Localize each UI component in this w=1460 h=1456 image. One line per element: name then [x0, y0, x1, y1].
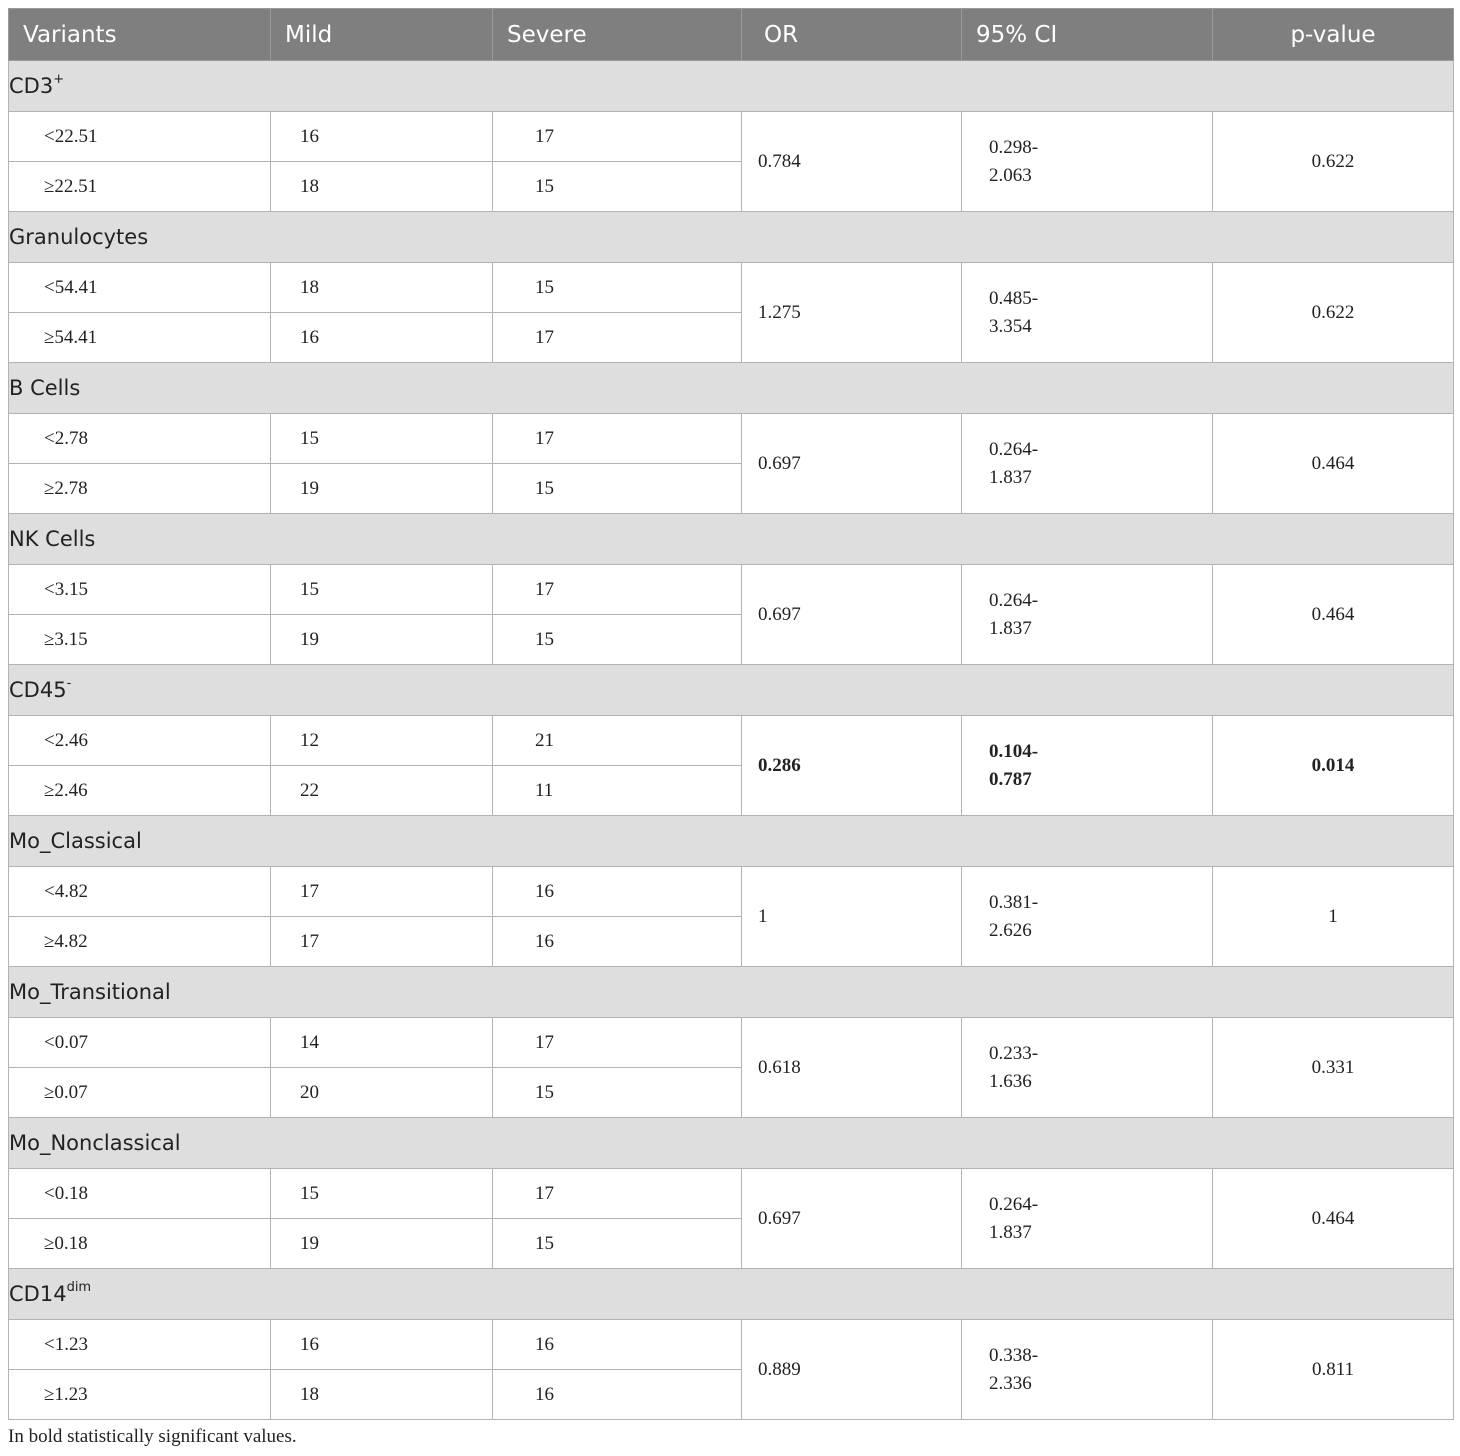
severe-count-cell: 17 — [493, 414, 742, 464]
p-value-cell: 0.622 — [1213, 112, 1454, 212]
group-name: NK Cells — [9, 527, 96, 551]
threshold-cell: ≥2.46 — [9, 766, 271, 816]
odds-ratio-cell: 0.697 — [742, 414, 962, 514]
table-row — [9, 1018, 1454, 1068]
ci-lower: 0.264- — [989, 1193, 1039, 1215]
col-header-or: OR — [742, 9, 962, 61]
table-row — [9, 716, 1454, 766]
severe-count-cell: 17 — [493, 565, 742, 615]
threshold-cell: <4.82 — [9, 867, 271, 917]
group-name: Granulocytes — [9, 225, 149, 249]
group-row — [9, 665, 1454, 716]
ci-upper: 3.354 — [989, 315, 1032, 337]
severe-count-cell: 15 — [493, 1068, 742, 1118]
mild-count-cell: 19 — [271, 464, 493, 514]
table-body — [9, 61, 1454, 1420]
threshold-cell: <2.46 — [9, 716, 271, 766]
odds-ratio-cell: 0.697 — [742, 1169, 962, 1269]
threshold-cell: <22.51 — [9, 112, 271, 162]
mild-count-cell: 16 — [271, 313, 493, 363]
mild-count-cell: 15 — [271, 565, 493, 615]
mild-count-cell: 18 — [271, 1370, 493, 1420]
mild-count-cell: 20 — [271, 1068, 493, 1118]
group-header-cell — [9, 514, 1454, 565]
group-row — [9, 363, 1454, 414]
table-row — [9, 414, 1454, 464]
confidence-interval-cell — [962, 414, 1213, 514]
confidence-interval-cell — [962, 1320, 1213, 1420]
threshold-cell: ≥22.51 — [9, 162, 271, 212]
group-header-cell — [9, 212, 1454, 263]
threshold-cell: ≥0.07 — [9, 1068, 271, 1118]
group-header-cell — [9, 1269, 1454, 1320]
severe-count-cell: 16 — [493, 917, 742, 967]
severe-count-cell: 17 — [493, 1169, 742, 1219]
group-name: Mo_Nonclassical — [9, 1131, 181, 1155]
group-row — [9, 514, 1454, 565]
table-row — [9, 112, 1454, 162]
col-header-mild: Mild — [271, 9, 493, 61]
group-name-superscript: dim — [66, 1280, 92, 1295]
severe-count-cell: 21 — [493, 716, 742, 766]
ci-upper: 1.837 — [989, 466, 1032, 488]
header-row — [9, 9, 1454, 61]
group-name-superscript: + — [53, 72, 65, 87]
mild-count-cell: 17 — [271, 867, 493, 917]
table-row — [9, 1169, 1454, 1219]
odds-ratio-cell: 1.275 — [742, 263, 962, 363]
confidence-interval-cell — [962, 1169, 1213, 1269]
mild-count-cell: 19 — [271, 1219, 493, 1269]
odds-ratio-cell: 0.286 — [742, 716, 962, 816]
mild-count-cell: 16 — [271, 112, 493, 162]
ci-upper: 2.626 — [989, 919, 1032, 941]
table-row — [9, 867, 1454, 917]
mild-count-cell: 19 — [271, 615, 493, 665]
table-footnote: In bold statistically significant values. — [8, 1426, 297, 1447]
group-name: CD3 — [9, 74, 54, 98]
threshold-cell: ≥3.15 — [9, 615, 271, 665]
col-header-ci: 95% CI — [962, 9, 1213, 61]
odds-ratio-cell: 0.697 — [742, 565, 962, 665]
p-value-cell: 0.464 — [1213, 1169, 1454, 1269]
ci-upper: 1.837 — [989, 617, 1032, 639]
group-header-cell — [9, 665, 1454, 716]
confidence-interval-cell — [962, 565, 1213, 665]
table-row — [9, 565, 1454, 615]
confidence-interval-cell — [962, 716, 1213, 816]
mild-count-cell: 12 — [271, 716, 493, 766]
group-header-cell — [9, 61, 1454, 112]
threshold-cell: <0.07 — [9, 1018, 271, 1068]
severe-count-cell: 15 — [493, 263, 742, 313]
severe-count-cell: 16 — [493, 1370, 742, 1420]
threshold-cell: <54.41 — [9, 263, 271, 313]
severe-count-cell: 16 — [493, 867, 742, 917]
threshold-cell: ≥4.82 — [9, 917, 271, 967]
group-name: Mo_Classical — [9, 829, 142, 853]
p-value-cell: 0.464 — [1213, 565, 1454, 665]
ci-lower: 0.338- — [989, 1344, 1039, 1366]
mild-count-cell: 22 — [271, 766, 493, 816]
group-row — [9, 967, 1454, 1018]
severe-count-cell: 15 — [493, 162, 742, 212]
group-name-superscript: - — [66, 676, 72, 691]
ci-lower: 0.485- — [989, 287, 1039, 309]
group-header-cell — [9, 1118, 1454, 1169]
group-header-cell — [9, 363, 1454, 414]
ci-upper: 0.787 — [989, 768, 1032, 790]
severe-count-cell: 15 — [493, 615, 742, 665]
group-name: Mo_Transitional — [9, 980, 171, 1004]
odds-ratio-cell: 1 — [742, 867, 962, 967]
group-name: CD14 — [9, 1282, 67, 1306]
odds-ratio-cell: 0.889 — [742, 1320, 962, 1420]
confidence-interval-cell — [962, 112, 1213, 212]
results-table — [8, 8, 1454, 1420]
col-header-severe: Severe — [493, 9, 742, 61]
group-row — [9, 1118, 1454, 1169]
col-header-pvalue: p-value — [1213, 9, 1454, 61]
group-name: B Cells — [9, 376, 81, 400]
p-value-cell: 1 — [1213, 867, 1454, 967]
mild-count-cell: 18 — [271, 263, 493, 313]
threshold-cell: ≥2.78 — [9, 464, 271, 514]
ci-upper: 1.636 — [989, 1070, 1032, 1092]
severe-count-cell: 15 — [493, 1219, 742, 1269]
confidence-interval-cell — [962, 1018, 1213, 1118]
group-header-cell — [9, 967, 1454, 1018]
p-value-cell: 0.014 — [1213, 716, 1454, 816]
threshold-cell: <0.18 — [9, 1169, 271, 1219]
ci-lower: 0.104- — [989, 740, 1039, 762]
threshold-cell: ≥1.23 — [9, 1370, 271, 1420]
mild-count-cell: 15 — [271, 1169, 493, 1219]
group-name: CD45 — [9, 678, 67, 702]
group-row — [9, 1269, 1454, 1320]
severe-count-cell: 17 — [493, 112, 742, 162]
severe-count-cell: 15 — [493, 464, 742, 514]
p-value-cell: 0.464 — [1213, 414, 1454, 514]
threshold-cell: <3.15 — [9, 565, 271, 615]
group-header-cell — [9, 816, 1454, 867]
severe-count-cell: 11 — [493, 766, 742, 816]
severe-count-cell: 16 — [493, 1320, 742, 1370]
ci-upper: 2.336 — [989, 1372, 1032, 1394]
table-row — [9, 1320, 1454, 1370]
threshold-cell: ≥0.18 — [9, 1219, 271, 1269]
ci-upper: 1.837 — [989, 1221, 1032, 1243]
threshold-cell: <2.78 — [9, 414, 271, 464]
ci-upper: 2.063 — [989, 164, 1032, 186]
severe-count-cell: 17 — [493, 1018, 742, 1068]
odds-ratio-cell: 0.618 — [742, 1018, 962, 1118]
mild-count-cell: 17 — [271, 917, 493, 967]
ci-lower: 0.264- — [989, 589, 1039, 611]
group-row — [9, 61, 1454, 112]
ci-lower: 0.298- — [989, 136, 1039, 158]
severe-count-cell: 17 — [493, 313, 742, 363]
group-row — [9, 212, 1454, 263]
group-row — [9, 816, 1454, 867]
mild-count-cell: 14 — [271, 1018, 493, 1068]
mild-count-cell: 18 — [271, 162, 493, 212]
mild-count-cell: 15 — [271, 414, 493, 464]
odds-ratio-cell: 0.784 — [742, 112, 962, 212]
ci-lower: 0.264- — [989, 438, 1039, 460]
ci-lower: 0.381- — [989, 891, 1039, 913]
p-value-cell: 0.811 — [1213, 1320, 1454, 1420]
confidence-interval-cell — [962, 263, 1213, 363]
table-row — [9, 263, 1454, 313]
p-value-cell: 0.622 — [1213, 263, 1454, 363]
mild-count-cell: 16 — [271, 1320, 493, 1370]
threshold-cell: <1.23 — [9, 1320, 271, 1370]
threshold-cell: ≥54.41 — [9, 313, 271, 363]
col-header-variants: Variants — [9, 9, 271, 61]
p-value-cell: 0.331 — [1213, 1018, 1454, 1118]
ci-lower: 0.233- — [989, 1042, 1039, 1064]
confidence-interval-cell — [962, 867, 1213, 967]
